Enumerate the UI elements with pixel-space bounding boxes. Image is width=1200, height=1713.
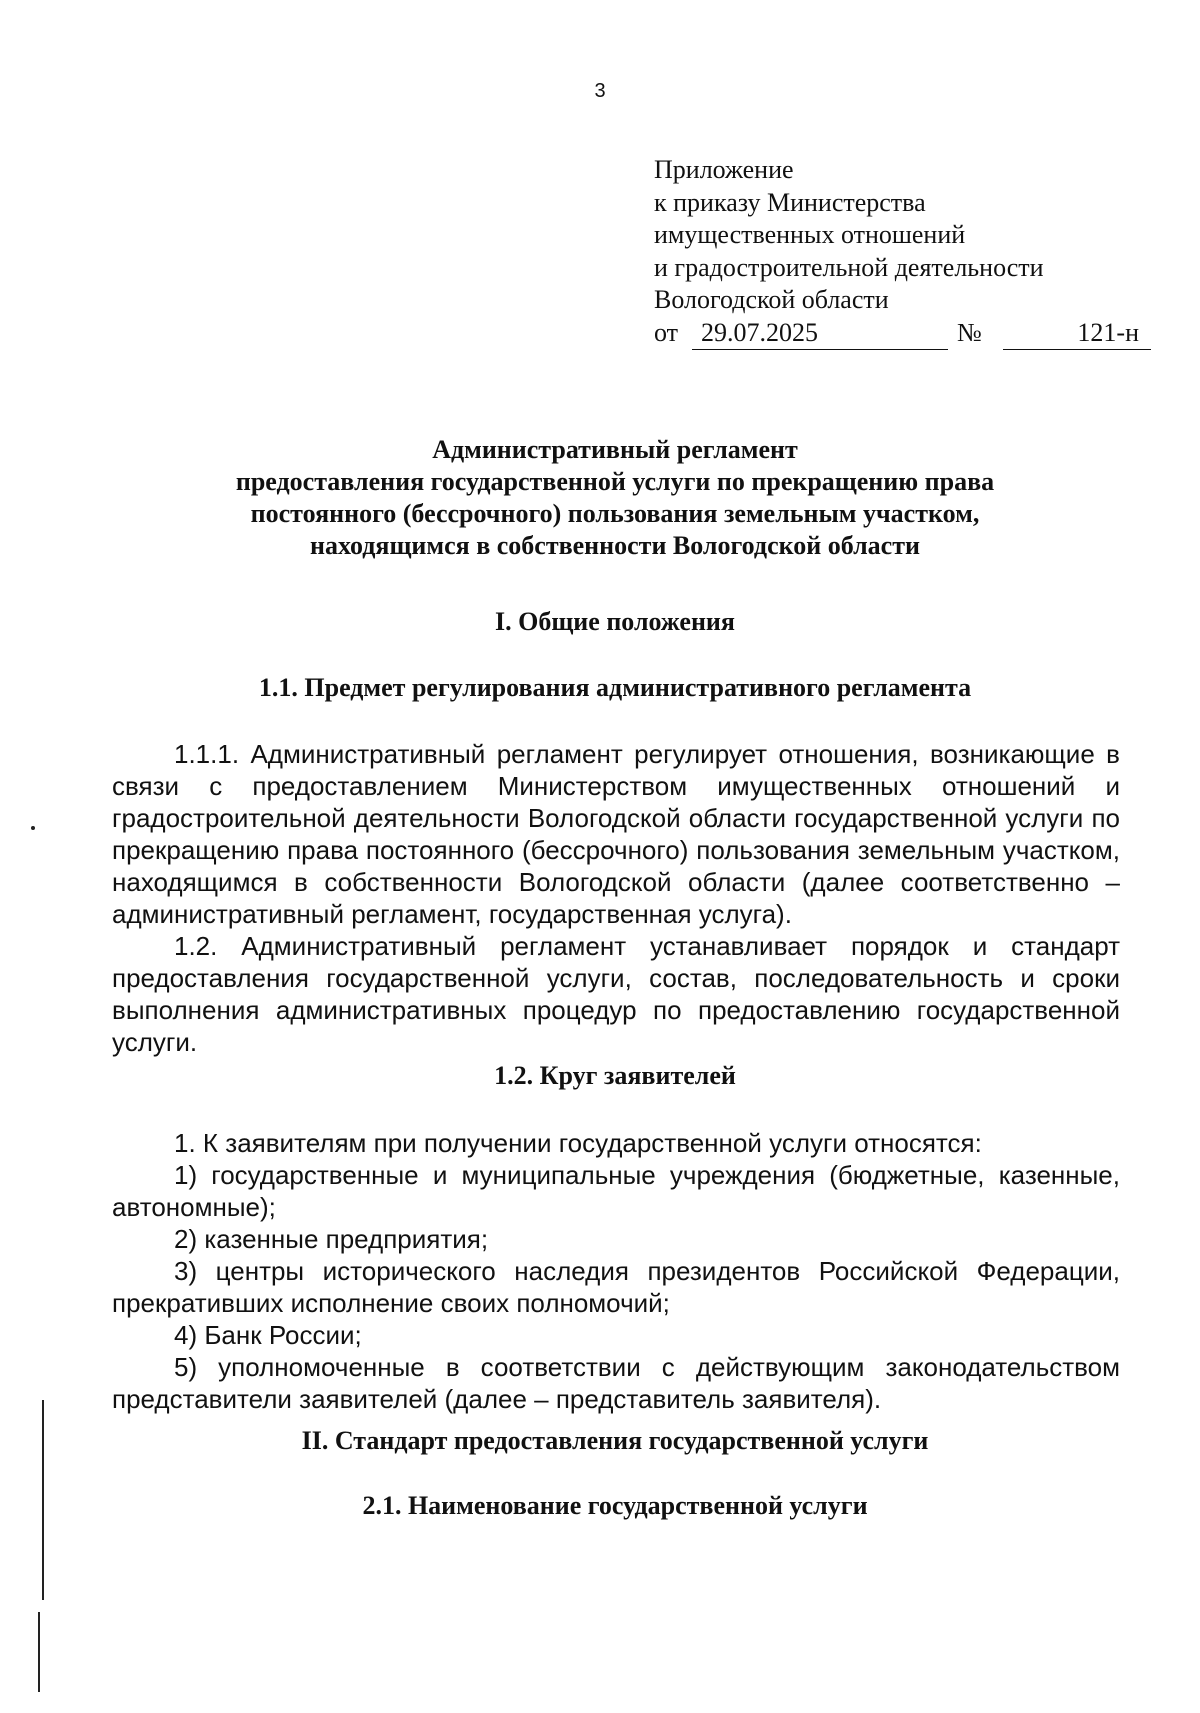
appendix-line: Приложение	[654, 155, 794, 184]
subsection-1-2-body	[112, 1127, 1120, 1415]
paragraph: 1) государственные и муниципальные учреждения (бюджетные, казенные, автономные);	[112, 1160, 1120, 1222]
appendix-line: к приказу Министерства	[654, 187, 926, 217]
order-number: 121-н	[1077, 317, 1139, 347]
appendix-line: имущественных отношений	[654, 220, 966, 249]
page-number: 3	[594, 80, 606, 102]
subsection-1-2-heading: 1.2. Круг заявителей	[494, 1061, 736, 1090]
subsection-1-1-heading: 1.1. Предмет регулирования административного регламента	[258, 673, 972, 702]
paragraph: 1. К заявителям при получении государственной услуги относятся:	[174, 1128, 982, 1158]
document-title	[110, 434, 1120, 562]
title-line: постоянного (бессрочного) пользования земельным участком,	[250, 499, 980, 528]
title-line: Административный регламент	[432, 435, 798, 464]
order-date-number-row	[654, 317, 1154, 351]
paragraph: 4) Банк России;	[174, 1320, 362, 1350]
section-2-heading: II. Стандарт предоставления государственной услуги	[301, 1426, 929, 1455]
appendix-line: Вологодской области	[654, 285, 889, 314]
title-line: находящимся в собственности Вологодской области	[310, 531, 920, 560]
order-date-field	[692, 317, 948, 350]
subsection-1-1-body	[112, 738, 1120, 1058]
paragraph: 5) уполномоченные в соответствии с действующим законодательством представители заявителей (далее – представитель заявителя).	[112, 1352, 1120, 1414]
paragraph: 3) центры исторического наследия президентов Российской Федерации, прекративших исполнение своих полномочий;	[112, 1256, 1120, 1318]
title-line: предоставления государственной услуги по прекращению права	[235, 467, 995, 496]
paragraph: 1.2. Административный регламент устанавливает порядок и стандарт предоставления государственной услуги, состав, последовательность и сроки выполнения административных процедур по предоставлению государственной услуги.	[112, 931, 1120, 1057]
scan-artifact-line	[38, 1612, 40, 1692]
paragraph: 2) казенные предприятия;	[174, 1224, 489, 1254]
order-date: 29.07.2025	[701, 317, 818, 347]
scan-artifact-line	[42, 1400, 44, 1600]
subsection-2-1-heading: 2.1. Наименование государственной услуги	[362, 1491, 868, 1520]
order-number-field	[1003, 317, 1151, 350]
number-label: №	[957, 317, 982, 347]
paragraph: 1.1.1. Административный регламент регулирует отношения, возникающие в связи с предоставлением Министерством имущественных отношений и градостроительной деятельности Вологодской области государственной услуги по прекращению права постоянного (бессрочного) пользования земельным участком, находящимся в собственности Вологодской области (далее соответственно – административный регламент, государственная услуга).	[112, 739, 1120, 929]
appendix-line: и градостроительной деятельности	[654, 252, 1044, 282]
scan-artifact-dot	[31, 826, 35, 830]
appendix-block	[654, 154, 1154, 351]
section-1-heading: I. Общие положения	[495, 607, 735, 636]
from-label: от	[654, 317, 679, 347]
